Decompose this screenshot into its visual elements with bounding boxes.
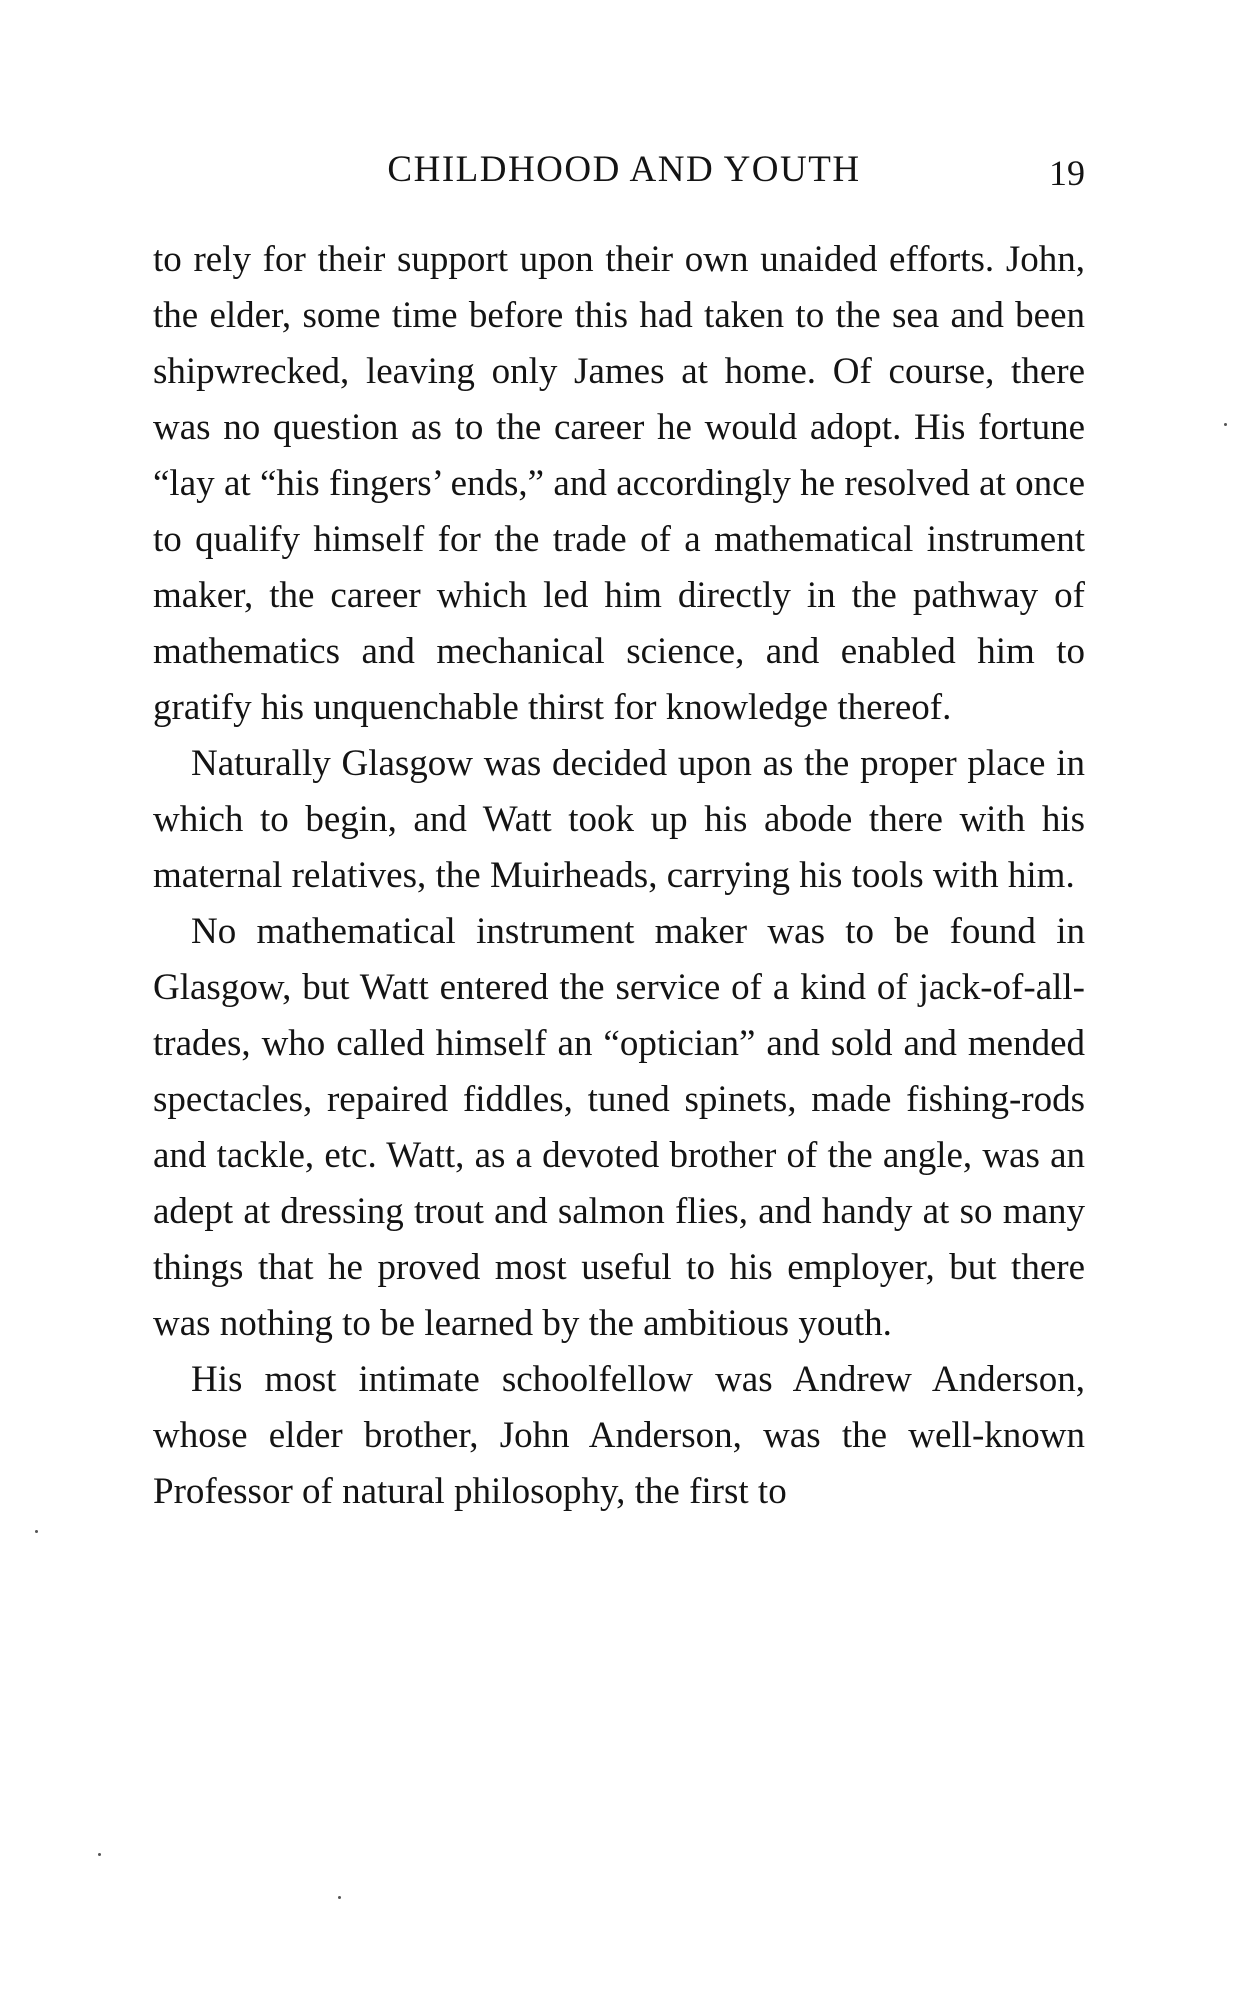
body-text xyxy=(153,232,1085,1520)
paragraph-4: His most intimate schoolfellow was Andrew Anderson, whose elder brother, John Anderson, was the well-known Professor of natural philosophy, the first to xyxy=(153,1359,1085,1512)
paragraph-2: Naturally Glasgow was decided upon as the proper place in which to begin, and Watt took up his abode there with his maternal relatives, the Muirheads, carrying his tools with him. xyxy=(153,743,1085,896)
scan-speck xyxy=(338,1896,341,1899)
scan-speck xyxy=(98,1853,101,1856)
paragraph-3: No mathematical instrument maker was to be found in Glasgow, but Watt entered the service of a kind of jack-of-all-trades, who called himself an “optician” and sold and mended spectacles, repaired fiddles, tuned spinets, made fishing-rods and tackle, etc. Watt, as a devoted brother of the angle, was an adept at dressing trout and salmon flies, and handy at so many things that he proved most useful to his employer, but there was nothing to be learned by the ambitious youth. xyxy=(153,911,1085,1344)
scan-speck xyxy=(35,1530,38,1533)
page-number: 19 xyxy=(1049,153,1085,193)
running-title: CHILDHOOD AND YOUTH xyxy=(387,149,861,190)
paragraph-1: to rely for their support upon their own unaided efforts. John, the elder, some time before this had taken to the sea and been shipwrecked, leaving only James at home. Of course, there was no question as to the career he would adopt. His fortune “lay at “his fingers’ ends,” and accordingly he resolved at once to qualify himself for the trade of a mathematical instrument maker, the career which led him directly in the pathway of mathematics and mechanical science, and enabled him to gratify his unquenchable thirst for knowledge thereof. xyxy=(153,239,1085,728)
running-head xyxy=(153,148,1085,192)
scan-speck xyxy=(1224,423,1227,426)
